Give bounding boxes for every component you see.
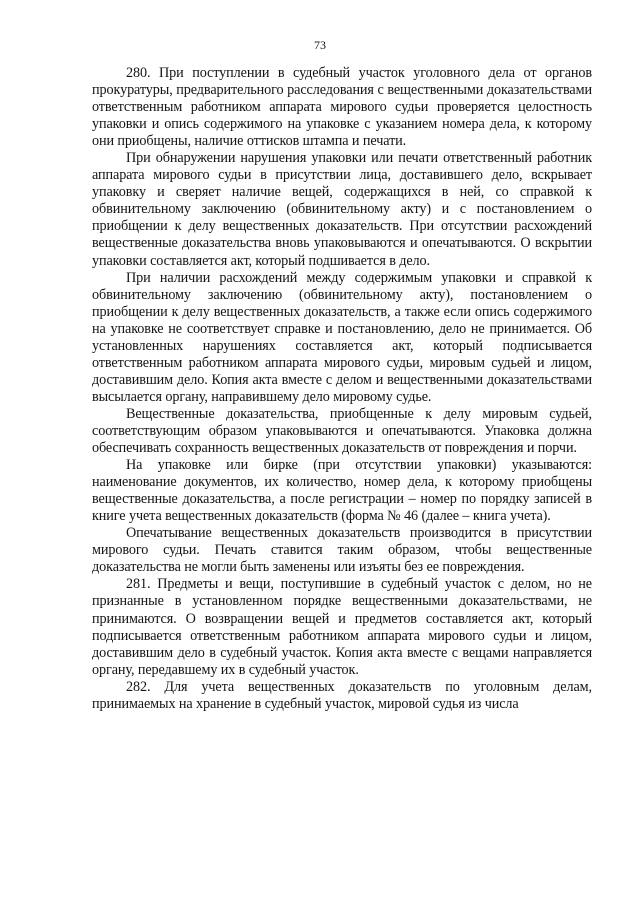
document-body [92,65,592,713]
paragraph-281-non-evidence: 281. Предметы и вещи, поступившие в судебный участок с делом, но не признанные в установленном порядке вещественными доказательствами, не принимаются. О возвращении вещей и предметов составляется акт, который подписывается ответственным работником аппарата мирового судьи и лицом, доставившим дело в судебный участок. Копия акта вместе с вещами направляется органу, передавшему их в судебный участок. [92,576,592,678]
paragraph-label-contents: На упаковке или бирке (при отсутствии упаковки) указываются: наименование документов, их количество, номер дела, к которому приобщены вещественные доказательства, а после регистрации – номер по порядку записей в книге учета вещественных доказательств (форма № 46 (далее – книга учета). [92,457,592,525]
paragraph-282-accounting: 282. Для учета вещественных доказательств по уголовным делам, принимаемых на хранение в судебный участок, мировой судья из числа [92,678,592,712]
paragraph-280-intake: 280. При поступлении в судебный участок уголовного дела от органов прокуратуры, предварительного расследования с вещественными доказательствами ответственным работником аппарата мирового судьи проверяется целостность упаковки и опись содержимого на упаковке с указанием номера дела, к которому они приобщены, наличие оттисков штампа и печати. [92,65,592,150]
paragraph-sealing: Опечатывание вещественных доказательств производится в присутствии мирового судьи. Печать ставится таким образом, чтобы вещественные доказательства не могли быть заменены или изъяты без ее повреждения. [92,525,592,576]
paragraph-packaging: Вещественные доказательства, приобщенные к делу мировым судьей, соответствующим образом упаковываются и опечатываются. Упаковка должна обеспечивать сохранность вещественных доказательств от повреждения и порчи. [92,405,592,457]
page-number: 73 [314,38,326,52]
paragraph-damaged-seal: При обнаружении нарушения упаковки или печати ответственный работник аппарата мирового судьи в присутствии лица, доставившего дело, вскрывает упаковку и сверяет наличие вещей, содержащихся в ней, со справкой к обвинительному заключению (обвинительному акту) и с постановлением о приобщении к делу вещественных доказательств. При отсутствии расхождений вещественные доказательства вновь упаковываются и опечатываются. О вскрытии упаковки составляется акт, который подшивается в дело. [92,150,592,269]
paragraph-discrepancies: При наличии расхождений между содержимым упаковки и справкой к обвинительному заключению (обвинительному акту), постановлением о приобщении к делу вещественных доказательств, а также если опись содержимого на упаковке не соответствует справке и постановлению, дело не принимается. Об установленных нарушениях составляется акт, который подписывается ответственным работником аппарата мирового судьи, мировым судьей и лицом, доставившим дело. Копия акта вместе с делом и вещественными доказательствами высылается органу, направившему дело мировому судье. [92,269,592,405]
